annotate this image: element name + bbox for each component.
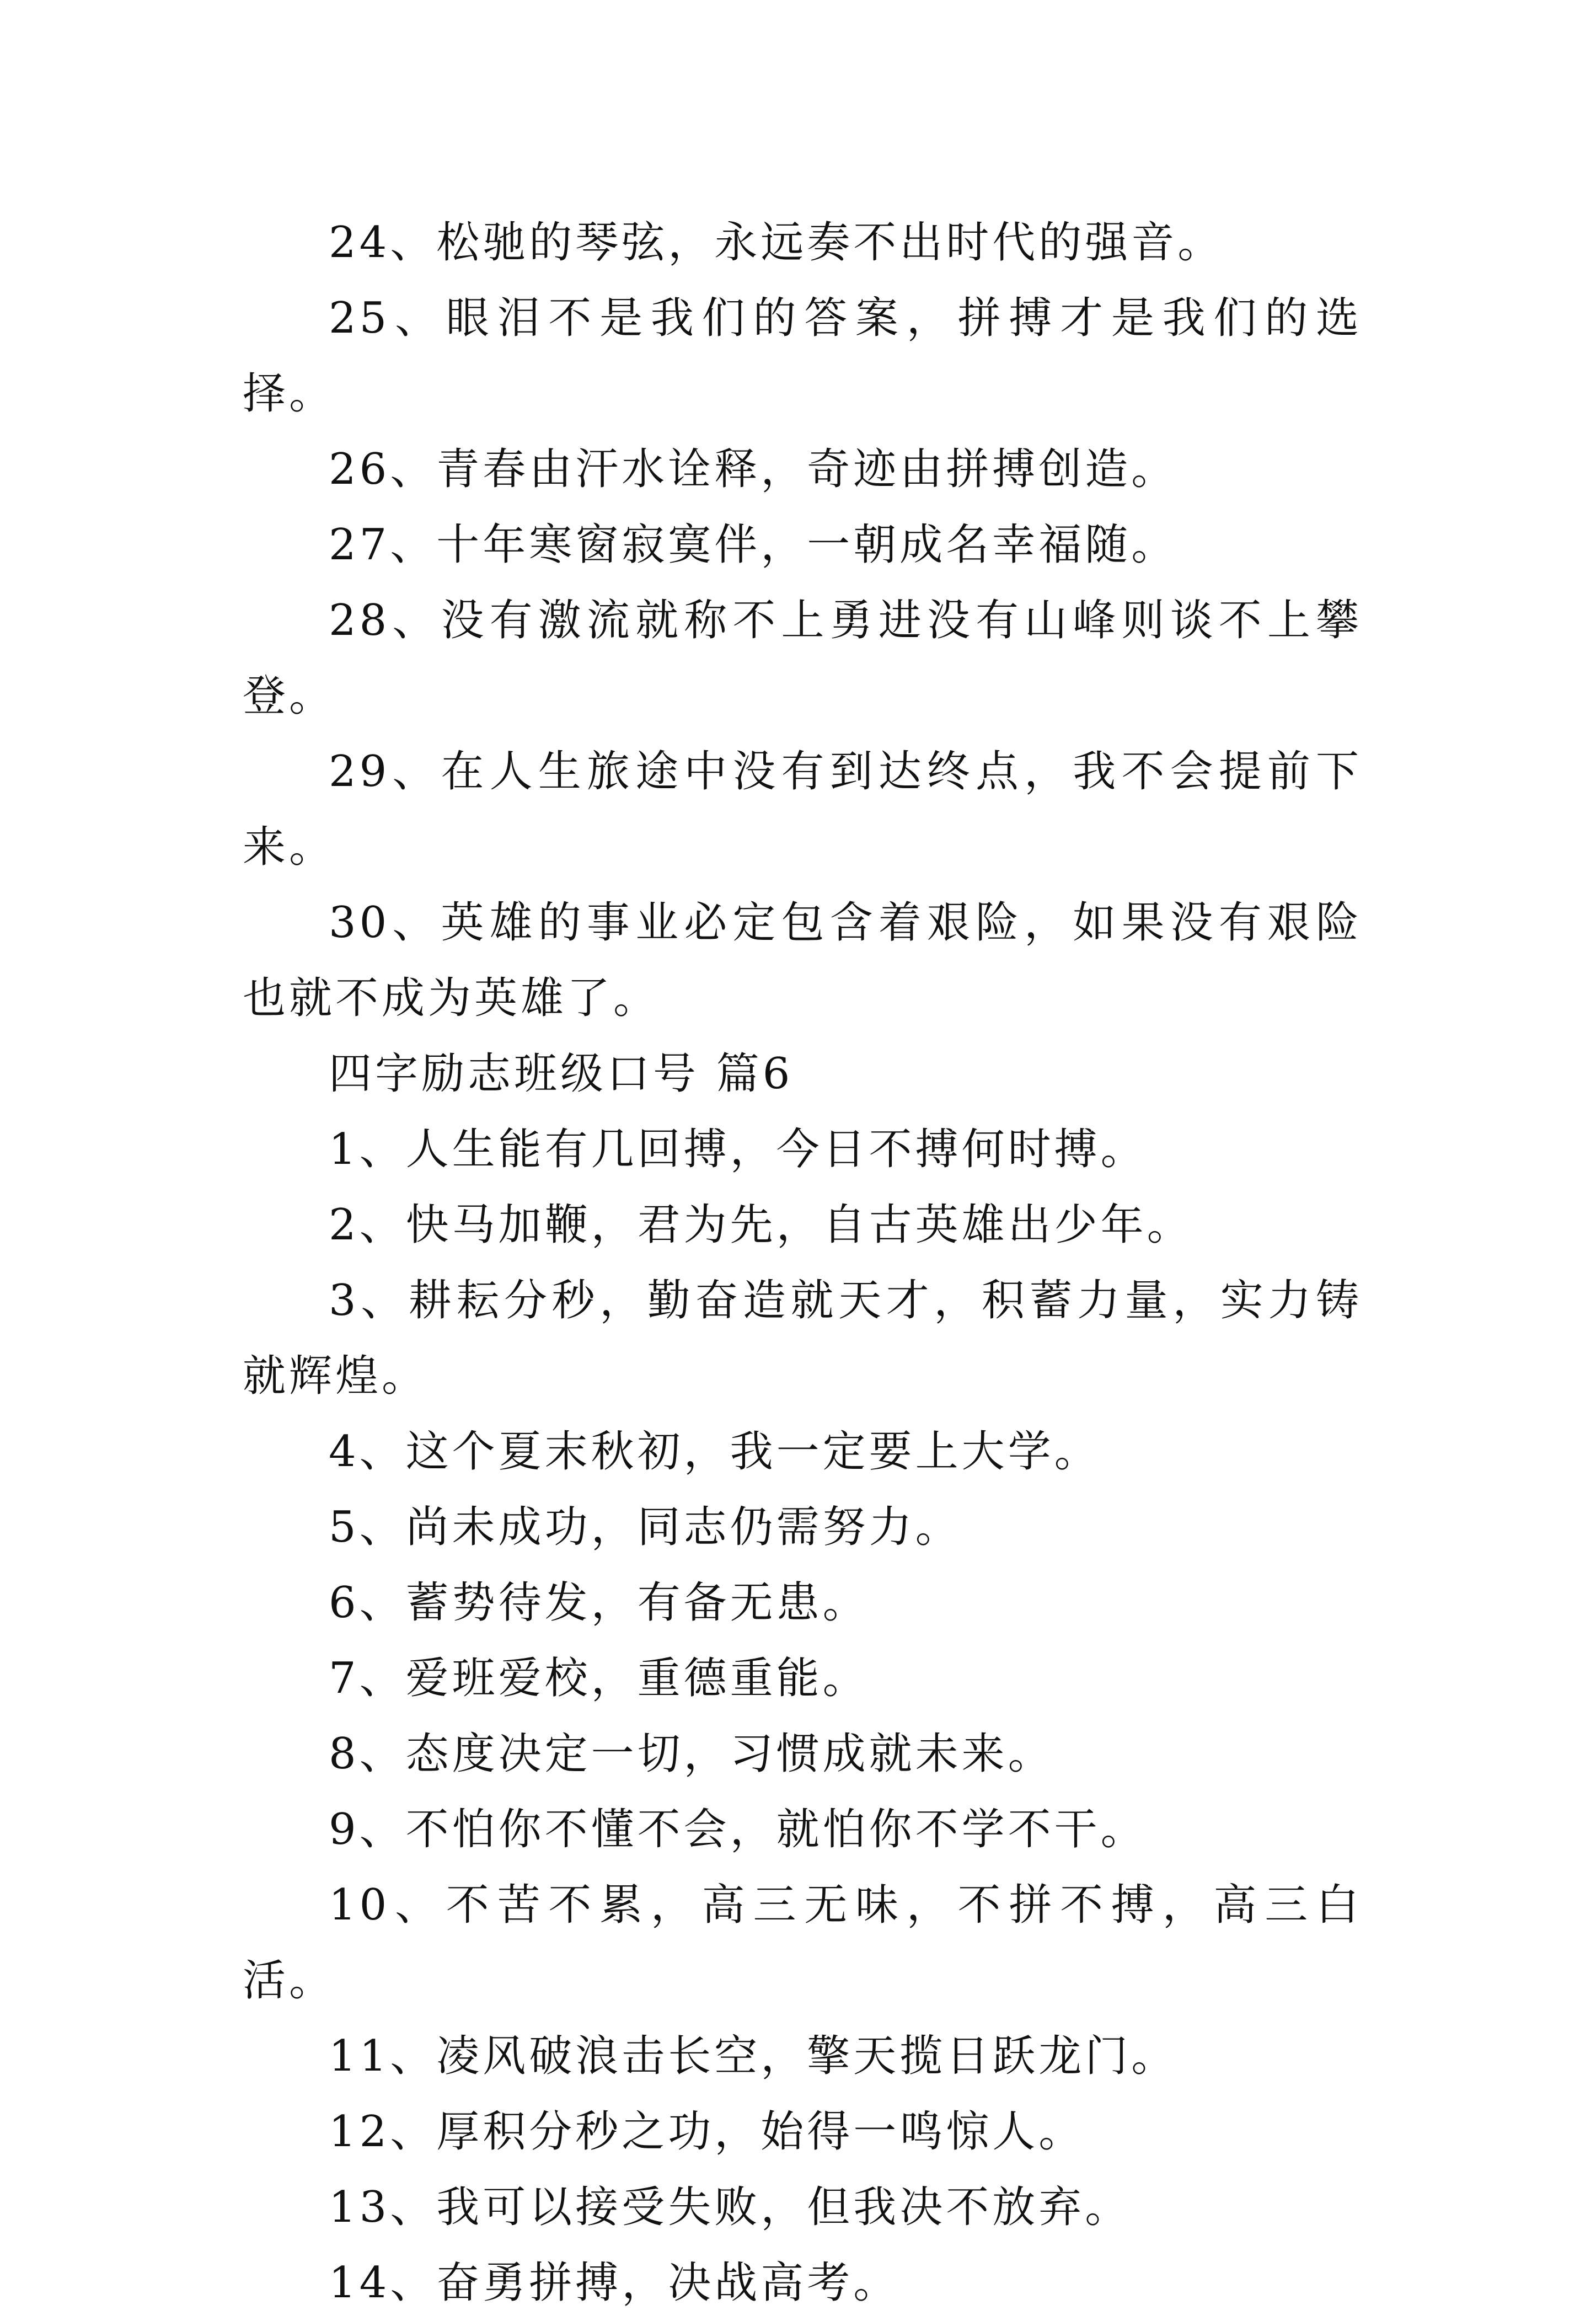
section-heading: 四字励志班级口号 篇6 [329, 1049, 794, 1099]
slogan-line: 2、快马加鞭，君为先，自古英雄出少年。 [329, 1200, 1193, 1250]
slogan-line: 29、在人生旅途中没有到达终点，我不会提前下来。 [243, 747, 1362, 872]
document-body [243, 205, 1362, 2321]
slogan-line: 9、不怕你不懂不会，就怕你不学不干。 [329, 1805, 1147, 1854]
slogan-line: 10、不苦不累，高三无味，不拼不搏，高三白活。 [243, 1880, 1362, 2006]
slogan-line: 14、奋勇拼搏，决战高考。 [329, 2258, 900, 2308]
slogan-line: 7、爱班爱校，重德重能。 [329, 1654, 869, 1703]
slogan-line: 6、蓄势待发，有备无患。 [329, 1578, 869, 1628]
slogan-line: 11、凌风破浪击长空，擎天揽日跃龙门。 [329, 2031, 1178, 2081]
slogan-line: 12、厚积分秒之功，始得一鸣惊人。 [329, 2107, 1085, 2157]
slogan-line: 8、态度决定一切，习惯成就未来。 [329, 1729, 1054, 1779]
slogan-line: 24、松驰的琴弦，永远奏不出时代的强音。 [329, 218, 1224, 268]
slogan-line: 5、尚未成功，同志仍需努力。 [329, 1502, 962, 1552]
slogan-line: 30、英雄的事业必定包含着艰险，如果没有艰险也就不成为英雄了。 [243, 898, 1362, 1023]
slogan-line: 26、青春由汗水诠释，奇迹由拼搏创造。 [329, 445, 1178, 494]
slogan-line: 13、我可以接受失败，但我决不放弃。 [329, 2183, 1132, 2232]
slogan-line: 25、眼泪不是我们的答案，拼搏才是我们的选择。 [243, 293, 1362, 419]
slogan-line: 27、十年寒窗寂寞伴，一朝成名幸福随。 [329, 520, 1178, 570]
slogan-line: 3、耕耘分秒，勤奋造就天才，积蓄力量，实力铸就辉煌。 [243, 1276, 1362, 1401]
slogan-line: 4、这个夏末秋初，我一定要上大学。 [329, 1427, 1101, 1477]
slogan-line: 28、没有激流就称不上勇进没有山峰则谈不上攀登。 [243, 596, 1362, 721]
slogan-line: 1、人生能有几回搏，今日不搏何时搏。 [329, 1125, 1147, 1174]
